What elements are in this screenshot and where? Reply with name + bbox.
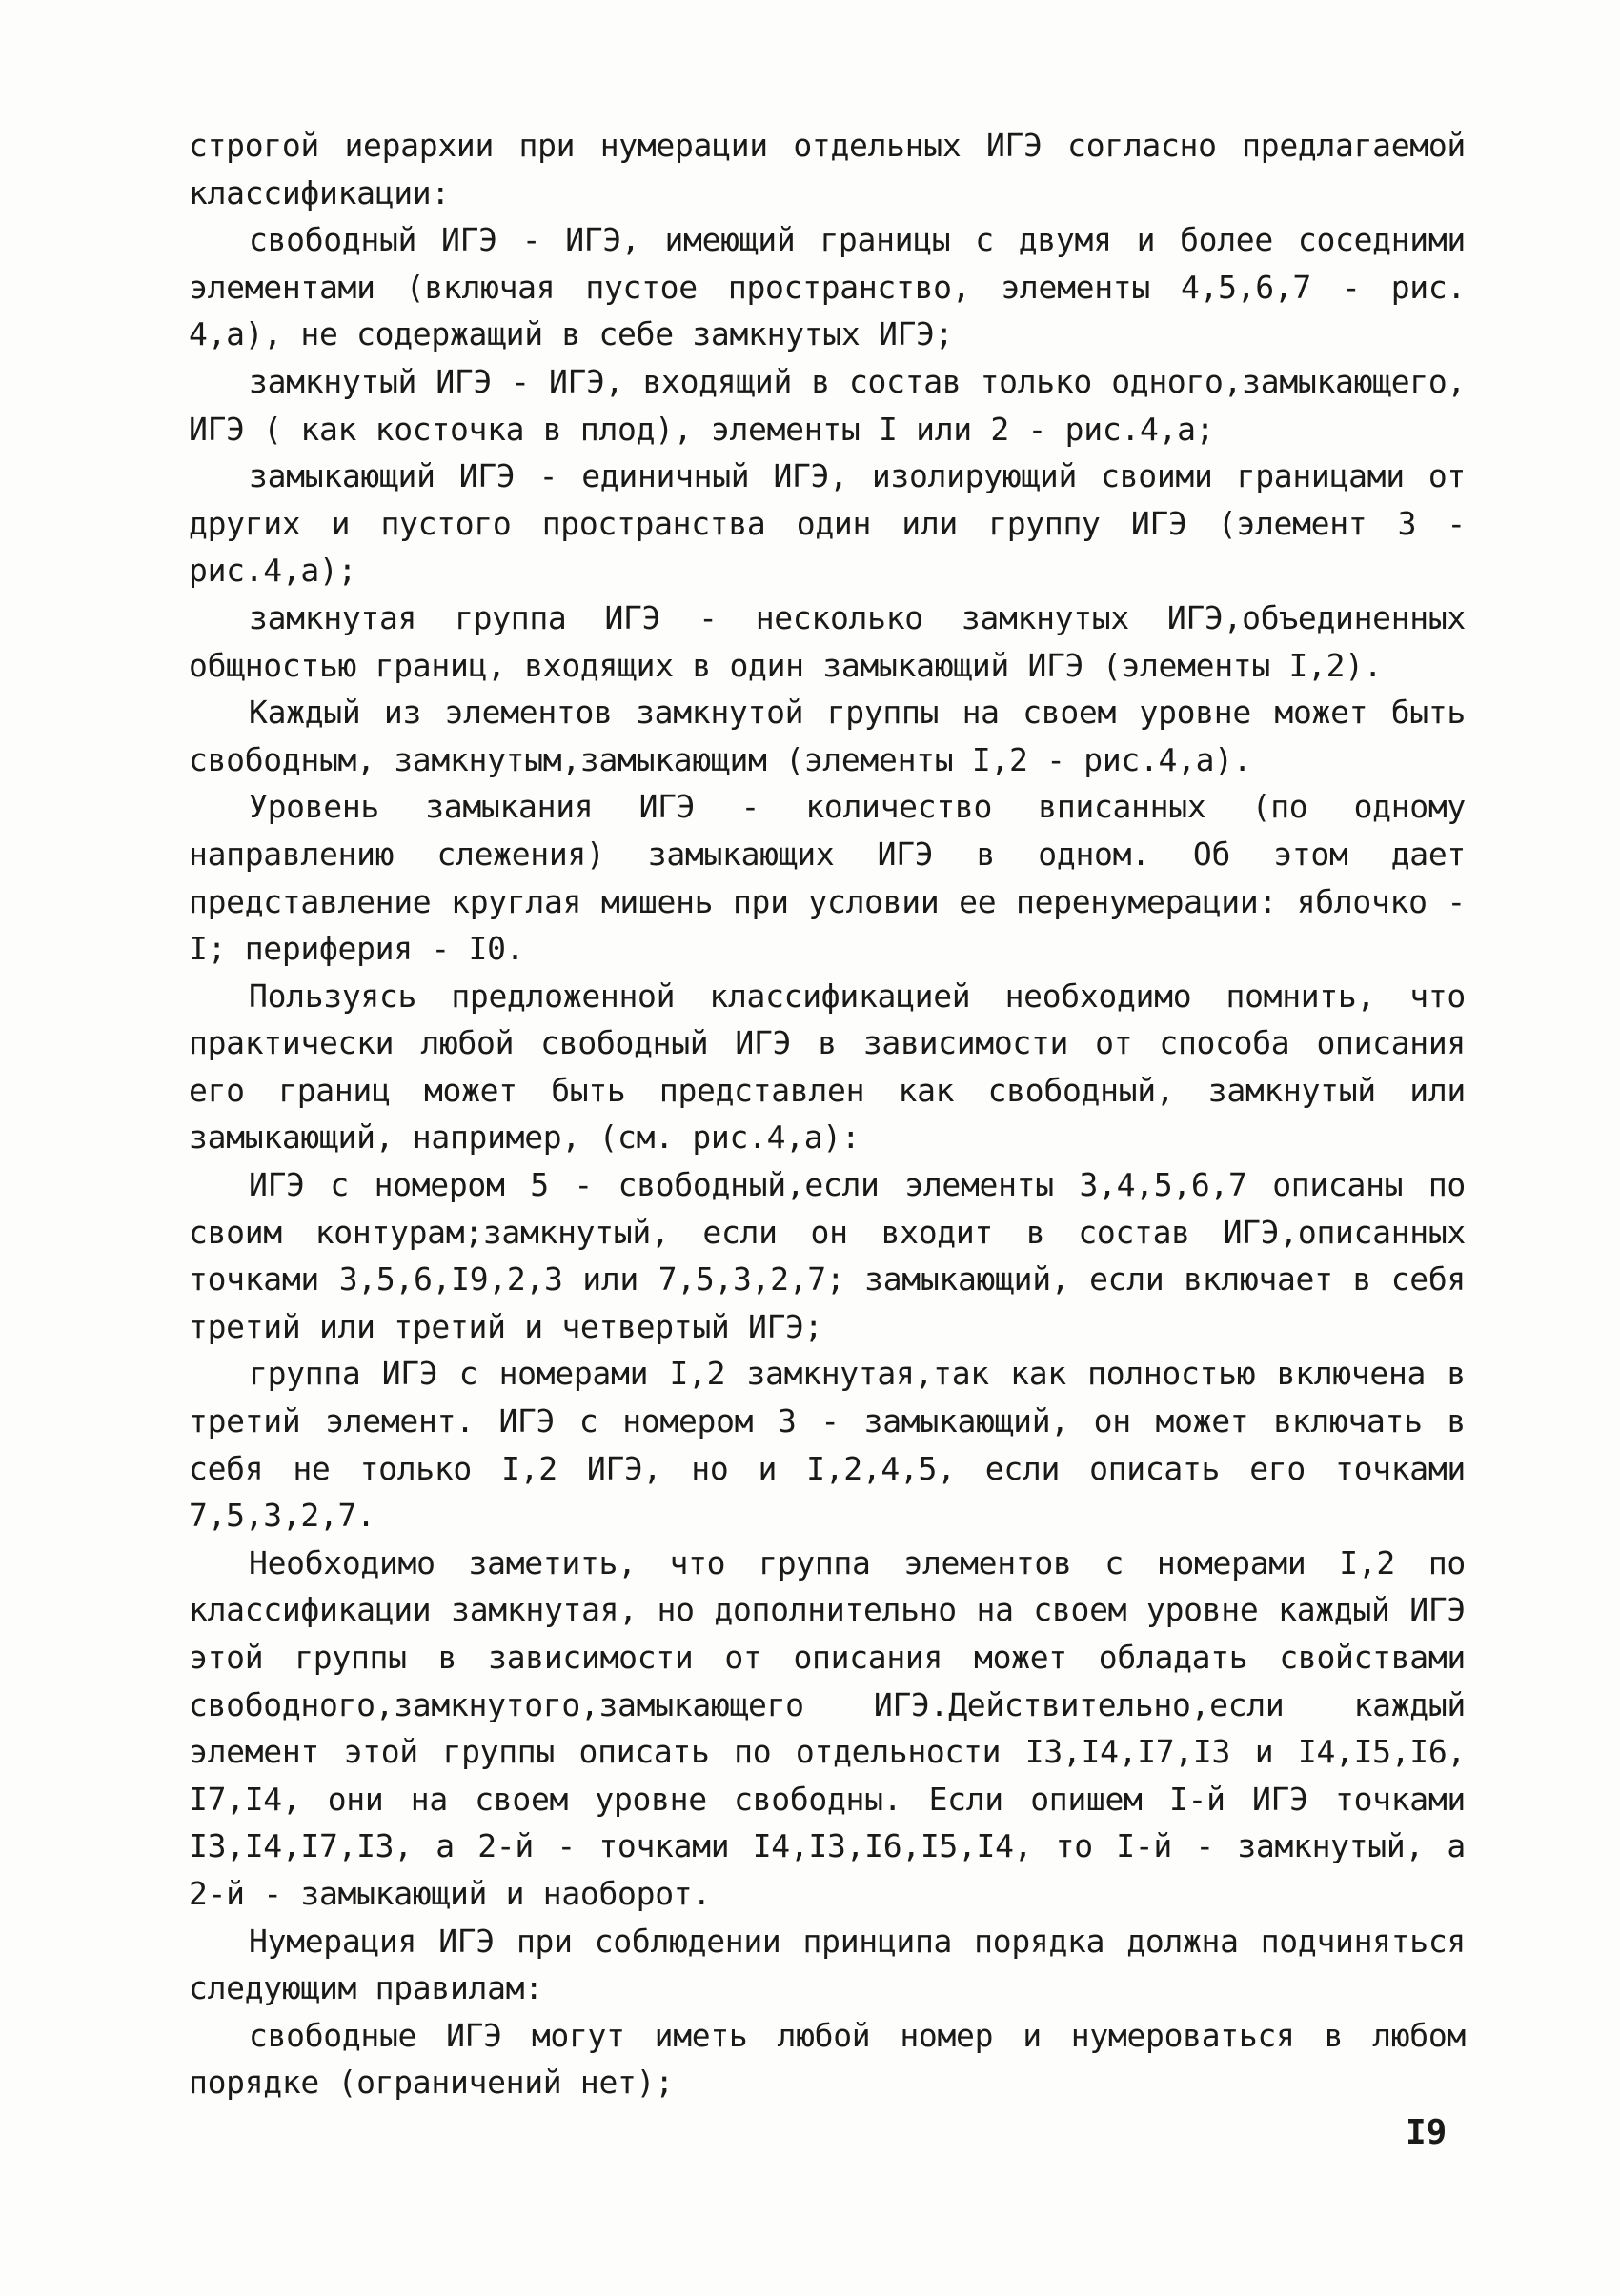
paragraph: замыкающий ИГЭ - единичный ИГЭ, изолирующий своими границами от других и пустого пространства один или группу ИГЭ (элемент 3 - рис.4,а); [189,457,1466,590]
paragraph: Нумерация ИГЭ при соблюдении принципа порядка должна подчиняться следующим правилам: [189,1922,1466,2007]
paragraph: Необходимо заметить, что группа элементов с номерами I,2 по классификации замкнутая, но дополнительно на своем уровне каждый ИГЭ этой группы в зависимости от описания может обладать свойствами свободного,замкнутого,замыкающего ИГЭ.Действительно,если каждый элемент этой группы описать по отдельности I3,I4,I7,I3 и I4,I5,I6, I7,I4, они на своем уровне свободны. Если опишем I-й ИГЭ точками I3,I4,I7,I3, а 2-й - точками I4,I3,I6,I5,I4, то I-й - замкнутый, а 2-й - замыкающий и наоборот. [189,1543,1466,1912]
paragraph: свободный ИГЭ - ИГЭ, имеющий границы с двумя и более соседними элементами (включая пустое пространство, элементы 4,5,6,7 - рис. 4,а), не содержащий в себе замкнутых ИГЭ; [189,221,1466,353]
paragraph: замкнутая группа ИГЭ - несколько замкнутых ИГЭ,объединенных общностью границ, входящих в один замыкающий ИГЭ (элементы I,2). [189,598,1466,684]
paragraph: строгой иерархии при нумерации отдельных ИГЭ согласно предлагаемой классификации: [189,127,1466,211]
paragraph: Пользуясь предложенной классификацией необходимо помнить, что практически любой свободный ИГЭ в зависимости от способа описания его границ может быть представлен как свободный, замкнутый или замыкающий, например, (см. рис.4,а): [189,977,1466,1157]
paragraph: Каждый из элементов замкнутой группы на своем уровне может быть свободным, замкнутым,замыкающим (элементы I,2 - рис.4,а). [189,694,1466,778]
paragraph: группа ИГЭ с номерами I,2 замкнутая,так как полностью включена в третий элемент. ИГЭ с номером 3 - замыкающий, он может включать в себя не только I,2 ИГЭ, но и I,2,4,5, если описать его точками 7,5,3,2,7. [189,1355,1466,1535]
body-text [189,122,1466,2106]
paragraph: Уровень замыкания ИГЭ - количество вписанных (по одному направлению слежения) замыкающих ИГЭ в одном. Об этом дает представление круглая мишень при условии ее перенумерации: яблочко - I; периферия - I0. [189,788,1466,968]
paragraph: свободные ИГЭ могут иметь любой номер и нумероваться в любом порядке (ограничений нет); [189,2016,1466,2102]
page-number: I9 [1406,2113,1448,2152]
paragraph: ИГЭ с номером 5 - свободный,если элементы 3,4,5,6,7 описаны по своим контурам;замкнутый, если он входит в состав ИГЭ,описанных точками 3,5,6,I9,2,3 или 7,5,3,2,7; замыкающий, если включает в себя третий или третий и четвертый ИГЭ; [189,1166,1466,1345]
paragraph: замкнутый ИГЭ - ИГЭ, входящий в состав только одного,замыкающего, ИГЭ ( как косточка в плод), элементы I или 2 - рис.4,а; [189,362,1466,448]
